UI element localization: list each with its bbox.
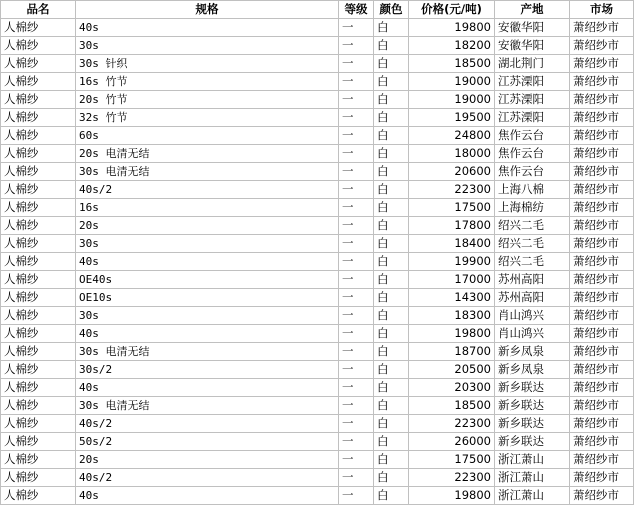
cell-spec: OE10s: [76, 289, 339, 307]
cell-product-name: 人棉纱: [1, 379, 76, 397]
cell-origin: 新乡凤泉: [495, 361, 570, 379]
cell-spec: 40s/2: [76, 181, 339, 199]
cell-grade: 一: [339, 451, 374, 469]
cell-color: 白: [374, 73, 409, 91]
cell-origin: 浙江萧山: [495, 451, 570, 469]
header-row: [1, 1, 634, 19]
cell-grade: 一: [339, 163, 374, 181]
cell-grade: 一: [339, 307, 374, 325]
cell-market: 萧绍纱市: [570, 253, 634, 271]
cell-product-name: 人棉纱: [1, 199, 76, 217]
cell-origin: 安徽华阳: [495, 37, 570, 55]
cell-product-name: 人棉纱: [1, 415, 76, 433]
cell-origin: 湖北荆门: [495, 55, 570, 73]
table-row: [1, 109, 634, 127]
cell-price: 18400: [409, 235, 495, 253]
cell-price: 19000: [409, 91, 495, 109]
cell-spec: 40s/2: [76, 469, 339, 487]
cell-price: 22300: [409, 181, 495, 199]
cell-origin: 肖山鸿兴: [495, 307, 570, 325]
table-row: [1, 343, 634, 361]
cell-product-name: 人棉纱: [1, 19, 76, 37]
cell-spec: 30s 电清无结: [76, 397, 339, 415]
cell-spec: 40s: [76, 487, 339, 505]
cell-spec: 32s 竹节: [76, 109, 339, 127]
table-row: [1, 145, 634, 163]
cell-origin: 绍兴二毛: [495, 253, 570, 271]
cell-color: 白: [374, 325, 409, 343]
table-row: [1, 19, 634, 37]
cell-grade: 一: [339, 397, 374, 415]
cell-origin: 江苏溧阳: [495, 109, 570, 127]
cell-color: 白: [374, 181, 409, 199]
cell-grade: 一: [339, 181, 374, 199]
cell-origin: 新乡联达: [495, 397, 570, 415]
table-row: [1, 307, 634, 325]
cell-price: 22300: [409, 415, 495, 433]
cell-price: 18500: [409, 397, 495, 415]
cell-origin: 新乡凤泉: [495, 343, 570, 361]
cell-color: 白: [374, 487, 409, 505]
cell-product-name: 人棉纱: [1, 163, 76, 181]
cell-product-name: 人棉纱: [1, 397, 76, 415]
cell-product-name: 人棉纱: [1, 487, 76, 505]
cell-grade: 一: [339, 379, 374, 397]
cell-spec: 20s: [76, 217, 339, 235]
cell-grade: 一: [339, 253, 374, 271]
cell-market: 萧绍纱市: [570, 289, 634, 307]
cell-grade: 一: [339, 415, 374, 433]
cell-grade: 一: [339, 19, 374, 37]
cell-color: 白: [374, 145, 409, 163]
cell-origin: 绍兴二毛: [495, 217, 570, 235]
cell-market: 萧绍纱市: [570, 19, 634, 37]
cell-spec: 30s: [76, 37, 339, 55]
cell-grade: 一: [339, 289, 374, 307]
cell-spec: 50s/2: [76, 433, 339, 451]
cell-market: 萧绍纱市: [570, 343, 634, 361]
cell-color: 白: [374, 37, 409, 55]
cell-market: 萧绍纱市: [570, 109, 634, 127]
cell-price: 24800: [409, 127, 495, 145]
cell-price: 18200: [409, 37, 495, 55]
cell-grade: 一: [339, 343, 374, 361]
column-header-origin: 产地: [495, 1, 570, 19]
cell-spec: 40s: [76, 379, 339, 397]
cell-spec: 30s 电清无结: [76, 343, 339, 361]
cell-market: 萧绍纱市: [570, 325, 634, 343]
table-row: [1, 487, 634, 505]
cell-grade: 一: [339, 361, 374, 379]
cell-spec: 20s: [76, 451, 339, 469]
column-header-grade: 等级: [339, 1, 374, 19]
table-row: [1, 37, 634, 55]
cell-product-name: 人棉纱: [1, 109, 76, 127]
cell-spec: 20s 电清无结: [76, 145, 339, 163]
cell-price: 18700: [409, 343, 495, 361]
cell-market: 萧绍纱市: [570, 487, 634, 505]
cell-price: 19800: [409, 487, 495, 505]
cell-market: 萧绍纱市: [570, 73, 634, 91]
cell-color: 白: [374, 19, 409, 37]
cell-price: 14300: [409, 289, 495, 307]
cell-color: 白: [374, 397, 409, 415]
cell-origin: 新乡联达: [495, 379, 570, 397]
table-row: [1, 163, 634, 181]
cell-price: 17500: [409, 199, 495, 217]
cell-origin: 江苏溧阳: [495, 73, 570, 91]
cell-market: 萧绍纱市: [570, 91, 634, 109]
cell-price: 22300: [409, 469, 495, 487]
cell-market: 萧绍纱市: [570, 379, 634, 397]
cell-product-name: 人棉纱: [1, 253, 76, 271]
cell-market: 萧绍纱市: [570, 271, 634, 289]
cell-grade: 一: [339, 487, 374, 505]
cell-grade: 一: [339, 73, 374, 91]
cell-product-name: 人棉纱: [1, 469, 76, 487]
table-row: [1, 91, 634, 109]
cell-product-name: 人棉纱: [1, 91, 76, 109]
cell-spec: 40s: [76, 325, 339, 343]
table-row: [1, 253, 634, 271]
cell-price: 18000: [409, 145, 495, 163]
cell-market: 萧绍纱市: [570, 469, 634, 487]
cell-price: 18500: [409, 55, 495, 73]
cell-market: 萧绍纱市: [570, 235, 634, 253]
cell-color: 白: [374, 163, 409, 181]
cell-color: 白: [374, 217, 409, 235]
cell-color: 白: [374, 271, 409, 289]
cell-product-name: 人棉纱: [1, 433, 76, 451]
cell-price: 19900: [409, 253, 495, 271]
cell-product-name: 人棉纱: [1, 235, 76, 253]
cell-market: 萧绍纱市: [570, 415, 634, 433]
cell-market: 萧绍纱市: [570, 217, 634, 235]
cell-product-name: 人棉纱: [1, 217, 76, 235]
cell-color: 白: [374, 469, 409, 487]
cell-origin: 浙江萧山: [495, 487, 570, 505]
table-row: [1, 55, 634, 73]
cell-product-name: 人棉纱: [1, 289, 76, 307]
cell-market: 萧绍纱市: [570, 307, 634, 325]
cell-origin: 安徽华阳: [495, 19, 570, 37]
cell-origin: 焦作云台: [495, 127, 570, 145]
cell-market: 萧绍纱市: [570, 145, 634, 163]
cell-origin: 焦作云台: [495, 163, 570, 181]
cell-product-name: 人棉纱: [1, 361, 76, 379]
cell-spec: 60s: [76, 127, 339, 145]
cell-color: 白: [374, 307, 409, 325]
cell-origin: 焦作云台: [495, 145, 570, 163]
cell-grade: 一: [339, 199, 374, 217]
cell-product-name: 人棉纱: [1, 73, 76, 91]
column-header-spec: 规格: [76, 1, 339, 19]
table-header: [1, 1, 634, 19]
table-row: [1, 289, 634, 307]
cell-market: 萧绍纱市: [570, 451, 634, 469]
cell-grade: 一: [339, 271, 374, 289]
cell-grade: 一: [339, 217, 374, 235]
cell-color: 白: [374, 343, 409, 361]
cell-market: 萧绍纱市: [570, 37, 634, 55]
cell-market: 萧绍纱市: [570, 199, 634, 217]
cell-spec: 30s 电清无结: [76, 163, 339, 181]
cell-grade: 一: [339, 55, 374, 73]
cell-spec: 30s: [76, 235, 339, 253]
cell-market: 萧绍纱市: [570, 55, 634, 73]
cell-color: 白: [374, 253, 409, 271]
column-header-market: 市场: [570, 1, 634, 19]
cell-spec: 20s 竹节: [76, 91, 339, 109]
cell-price: 26000: [409, 433, 495, 451]
cell-origin: 新乡联达: [495, 433, 570, 451]
cell-color: 白: [374, 91, 409, 109]
table-row: [1, 199, 634, 217]
cell-product-name: 人棉纱: [1, 55, 76, 73]
cell-origin: 浙江萧山: [495, 469, 570, 487]
cell-color: 白: [374, 199, 409, 217]
cell-market: 萧绍纱市: [570, 361, 634, 379]
cell-price: 20300: [409, 379, 495, 397]
cell-price: 19000: [409, 73, 495, 91]
cell-price: 17800: [409, 217, 495, 235]
cell-origin: 上海棉纺: [495, 199, 570, 217]
cell-grade: 一: [339, 109, 374, 127]
cell-product-name: 人棉纱: [1, 451, 76, 469]
cell-product-name: 人棉纱: [1, 271, 76, 289]
cell-grade: 一: [339, 325, 374, 343]
cell-price: 20500: [409, 361, 495, 379]
cell-color: 白: [374, 379, 409, 397]
cell-grade: 一: [339, 469, 374, 487]
cell-spec: 40s: [76, 253, 339, 271]
cell-spec: 16s 竹节: [76, 73, 339, 91]
cell-grade: 一: [339, 433, 374, 451]
cell-origin: 上海八棉: [495, 181, 570, 199]
cell-color: 白: [374, 109, 409, 127]
table-row: [1, 397, 634, 415]
cell-product-name: 人棉纱: [1, 307, 76, 325]
cell-spec: 16s: [76, 199, 339, 217]
cell-spec: 30s/2: [76, 361, 339, 379]
cell-origin: 江苏溧阳: [495, 91, 570, 109]
cell-origin: 新乡联达: [495, 415, 570, 433]
table-row: [1, 127, 634, 145]
table-row: [1, 379, 634, 397]
cell-origin: 肖山鸿兴: [495, 325, 570, 343]
cell-product-name: 人棉纱: [1, 127, 76, 145]
cell-market: 萧绍纱市: [570, 163, 634, 181]
table-row: [1, 235, 634, 253]
cell-spec: 40s: [76, 19, 339, 37]
cell-color: 白: [374, 127, 409, 145]
cell-product-name: 人棉纱: [1, 181, 76, 199]
cell-market: 萧绍纱市: [570, 397, 634, 415]
cell-product-name: 人棉纱: [1, 145, 76, 163]
cell-grade: 一: [339, 91, 374, 109]
cell-origin: 绍兴二毛: [495, 235, 570, 253]
cell-color: 白: [374, 55, 409, 73]
cell-grade: 一: [339, 145, 374, 163]
table-row: [1, 415, 634, 433]
table-row: [1, 433, 634, 451]
table-row: [1, 271, 634, 289]
column-header-product-name: 品名: [1, 1, 76, 19]
table-row: [1, 217, 634, 235]
cell-color: 白: [374, 289, 409, 307]
cell-spec: 40s/2: [76, 415, 339, 433]
column-header-color: 颜色: [374, 1, 409, 19]
cell-color: 白: [374, 361, 409, 379]
cell-price: 20600: [409, 163, 495, 181]
cell-color: 白: [374, 235, 409, 253]
table-row: [1, 469, 634, 487]
cell-market: 萧绍纱市: [570, 433, 634, 451]
cell-price: 17500: [409, 451, 495, 469]
cell-price: 19800: [409, 325, 495, 343]
cell-spec: 30s 针织: [76, 55, 339, 73]
cell-market: 萧绍纱市: [570, 181, 634, 199]
cell-spec: OE40s: [76, 271, 339, 289]
cell-spec: 30s: [76, 307, 339, 325]
cell-price: 17000: [409, 271, 495, 289]
cell-product-name: 人棉纱: [1, 325, 76, 343]
cell-price: 19500: [409, 109, 495, 127]
cell-grade: 一: [339, 37, 374, 55]
table-row: [1, 361, 634, 379]
table-body: [1, 19, 634, 505]
cell-price: 19800: [409, 19, 495, 37]
cell-product-name: 人棉纱: [1, 37, 76, 55]
cell-grade: 一: [339, 235, 374, 253]
column-header-price: 价格(元/吨): [409, 1, 495, 19]
cell-price: 18300: [409, 307, 495, 325]
cell-color: 白: [374, 415, 409, 433]
cell-origin: 苏州高阳: [495, 289, 570, 307]
table-row: [1, 451, 634, 469]
table-row: [1, 181, 634, 199]
cell-grade: 一: [339, 127, 374, 145]
cell-market: 萧绍纱市: [570, 127, 634, 145]
table-row: [1, 325, 634, 343]
table-row: [1, 73, 634, 91]
cell-color: 白: [374, 451, 409, 469]
cell-origin: 苏州高阳: [495, 271, 570, 289]
cell-color: 白: [374, 433, 409, 451]
cell-product-name: 人棉纱: [1, 343, 76, 361]
